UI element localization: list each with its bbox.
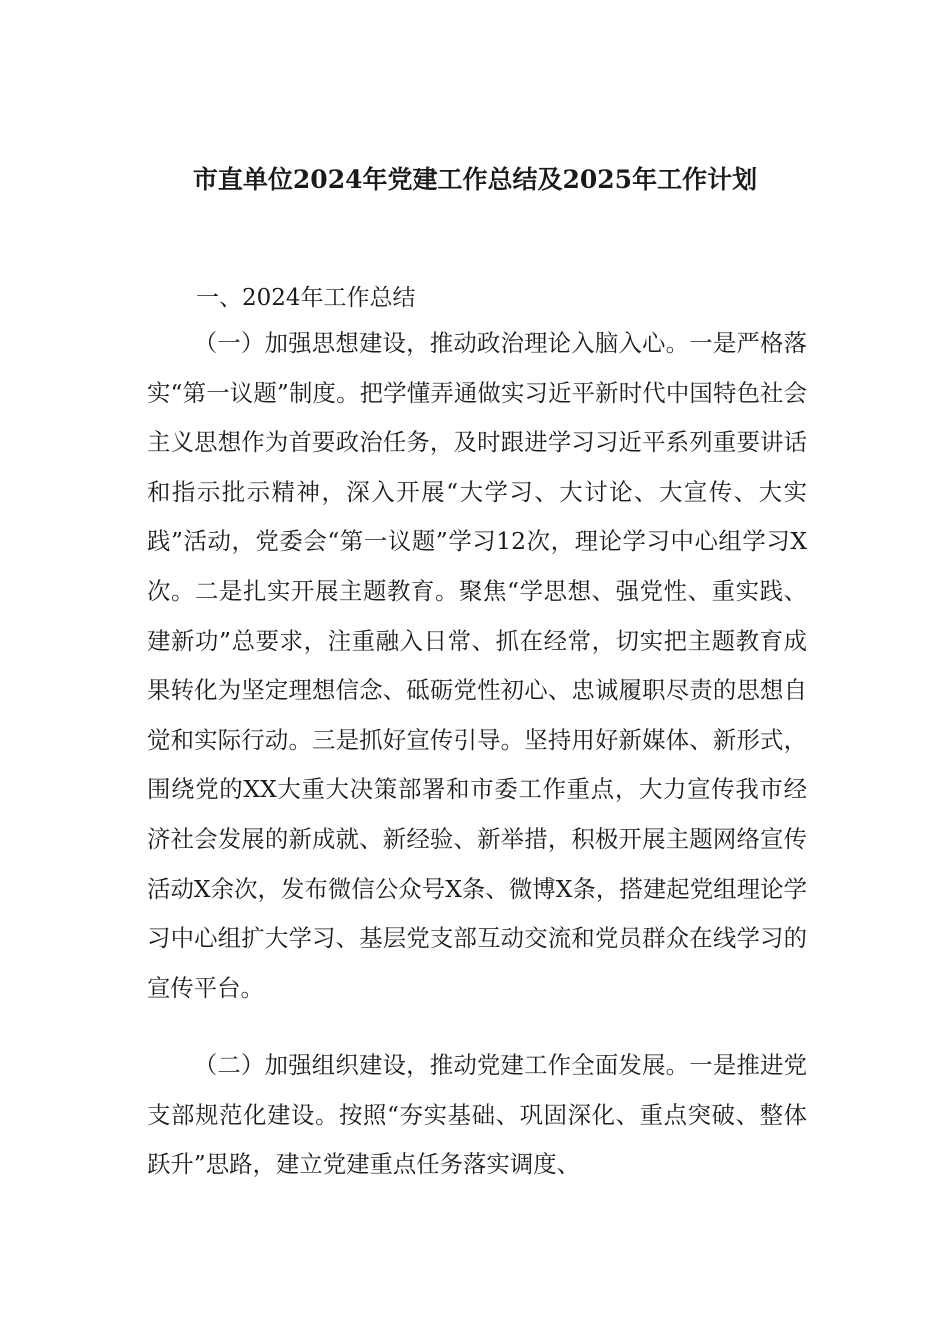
section-heading: 一、2024年工作总结	[196, 285, 416, 311]
body-paragraph: （二）加强组织建设，推动党建工作全面发展。一是推进党支部规范化建设。按照“夯实基础、巩固深化、重点突破、整体跃升”思路，建立党建重点任务落实调度、	[147, 1051, 807, 1179]
document-title: 市直单位2024年党建工作总结及2025年工作计划	[192, 165, 758, 194]
body-paragraph: （一）加强思想建设，推动政治理论入脑入心。一是严格落实“第一议题”制度。把学懂弄通做实习近平新时代中国特色社会主义思想作为首要政治任务，及时跟进学习习近平系列重要讲话和指示批示精神，深入开展“大学习、大讨论、大宣传、大实践”活动，党委会“第一议题”学习12次，理论学习中心组学习X次。二是扎实开展主题教育。聚焦“学思想、强党性、重实践、建新功”总要求，注重融入日常、抓在经常，切实把主题教育成果转化为坚定理想信念、砥砺党性初心、忠诚履职尽责的思想自觉和实际行动。三是抓好宣传引导。坚持用好新媒体、新形式，围绕党的XX大重大决策部署和市委工作重点，大力宣传我市经济社会发展的新成就、新经验、新举措，积极开展主题网络宣传活动X余次，发布微信公众号X条、微博X条，搭建起党组理论学习中心组扩大学习、基层党支部互动交流和党员群众在线学习的宣传平台。	[147, 329, 807, 1002]
